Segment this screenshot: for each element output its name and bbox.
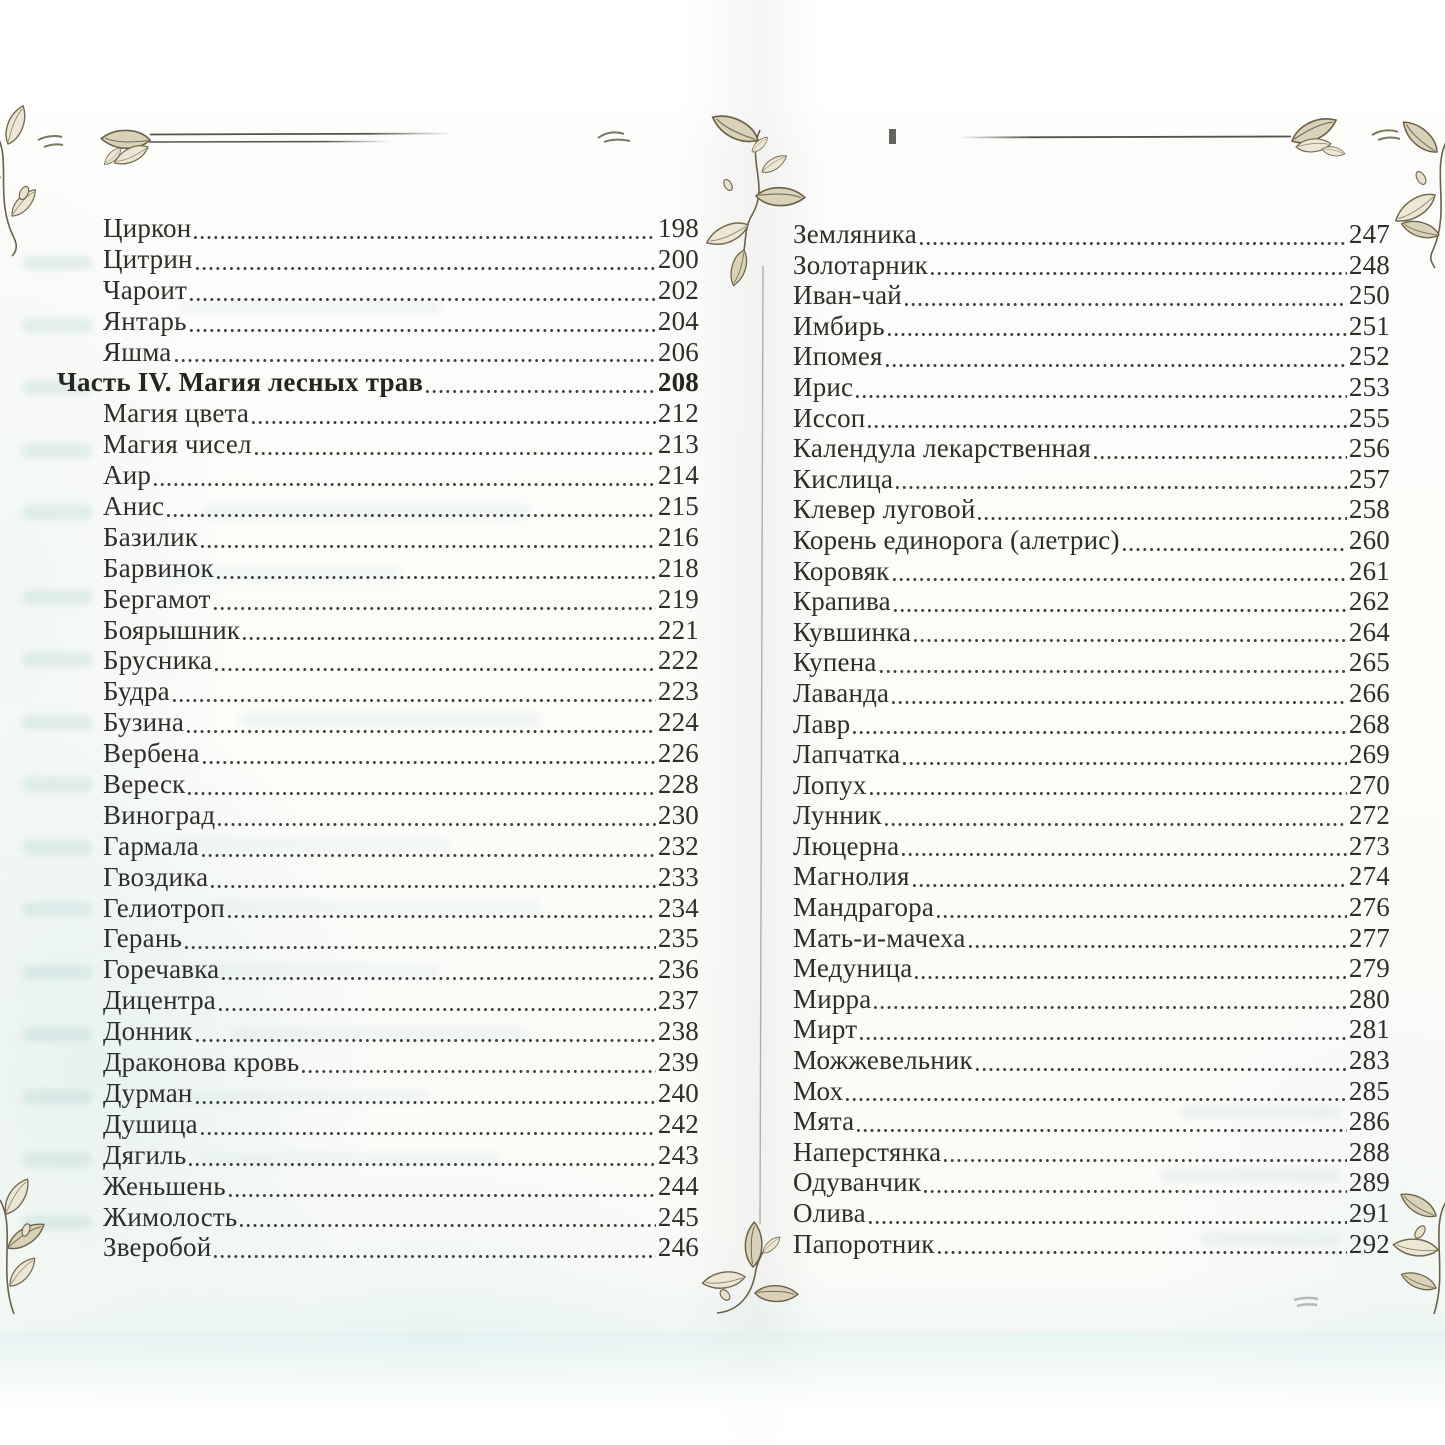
dot-leader (190, 329, 656, 332)
dot-leader (173, 699, 656, 702)
toc-entry (793, 678, 1390, 709)
toc-entry (793, 250, 1390, 281)
toc-entry-page-number: 232 (657, 830, 699, 861)
toc-entry (57, 769, 699, 800)
dot-leader (217, 576, 656, 579)
toc-entry (57, 1109, 699, 1140)
scan-mark (889, 129, 896, 144)
toc-entry (793, 709, 1390, 740)
toc-entry (57, 213, 699, 244)
toc-entry-page-number: 239 (657, 1047, 699, 1078)
dot-leader (969, 945, 1347, 948)
toc-entry-title: Барвинок (103, 552, 214, 583)
toc-entry-page-number: 269 (1348, 739, 1390, 770)
toc-entry (793, 219, 1390, 250)
toc-entry-title: Душица (103, 1108, 198, 1139)
toc-entry-page-number: 222 (657, 645, 699, 676)
toc-entry (793, 861, 1390, 892)
toc-entry-page-number: 279 (1348, 953, 1390, 984)
toc-entry-title: Анис (103, 491, 165, 522)
toc-entry-title: Ирис (793, 371, 854, 402)
toc-entry (57, 553, 699, 584)
toc-entry-title: Вербена (103, 738, 200, 769)
toc-entry (793, 1229, 1390, 1260)
toc-entry-page-number: 242 (657, 1108, 699, 1139)
toc-entry (793, 433, 1390, 464)
toc-entry (793, 923, 1390, 954)
leaf-branch-bottom-right-icon (1392, 1185, 1445, 1314)
toc-entry-title: Клевер луговой (793, 494, 976, 525)
dot-leader (211, 885, 656, 888)
dot-leader (874, 1006, 1346, 1009)
toc-entry (57, 676, 699, 707)
toc-entry (793, 556, 1390, 587)
dot-leader (201, 545, 656, 548)
toc-entry-title: Можжевельник (793, 1045, 973, 1076)
toc-entry (793, 739, 1390, 770)
toc-entry-title: Кислица (793, 463, 894, 494)
dot-leader (196, 1039, 656, 1042)
toc-entry-page-number: 238 (657, 1016, 699, 1047)
toc-entry-page-number: 246 (657, 1232, 699, 1263)
toc-entry-page-number: 288 (1348, 1136, 1390, 1167)
toc-entry-title: Медуница (793, 953, 913, 984)
toc-entry (793, 403, 1390, 434)
toc-entry (793, 770, 1390, 801)
toc-entry (793, 494, 1390, 525)
dot-leader (937, 915, 1347, 918)
toc-entry-page-number: 265 (1348, 647, 1390, 678)
toc-entry (793, 647, 1390, 678)
dot-leader (886, 364, 1347, 367)
toc-entry (57, 707, 699, 738)
toc-entry-title: Гармала (103, 830, 199, 861)
toc-entry (57, 645, 699, 676)
toc-entry-title: Циркон (103, 213, 192, 243)
toc-entry-page-number: 273 (1348, 830, 1390, 861)
toc-entry-title: Кувшинка (793, 616, 912, 647)
dot-leader (924, 1190, 1347, 1193)
dot-leader (892, 701, 1347, 704)
toc-entry (57, 1202, 699, 1233)
toc-entry (793, 617, 1390, 648)
dot-leader (190, 298, 656, 301)
dot-leader (175, 359, 656, 362)
toc-entry-page-number: 270 (1348, 769, 1390, 800)
toc-entry-title: Мирра (793, 983, 872, 1014)
toc-entry-title: Магия цвета (103, 398, 250, 429)
dot-leader (893, 578, 1347, 581)
dot-leader (426, 390, 656, 393)
toc-entry-page-number: 280 (1348, 983, 1390, 1014)
toc-entry-title: Мирт (793, 1014, 858, 1045)
toc-entry (793, 800, 1390, 831)
toc-entry-title: Лавр (793, 708, 851, 739)
toc-entry-page-number: 258 (1348, 494, 1390, 525)
toc-entry-title: Чароит (103, 274, 187, 305)
toc-entry-page-number: 289 (1348, 1167, 1390, 1198)
toc-entry-title: Боярышник (103, 614, 241, 645)
toc-entry (57, 985, 699, 1016)
dot-leader (218, 823, 656, 826)
toc-entry (57, 893, 699, 924)
dot-leader (920, 242, 1347, 245)
leaf-branch-top-right-icon (1391, 114, 1445, 268)
toc-entry-page-number: 243 (657, 1139, 699, 1170)
dot-leader (222, 977, 656, 980)
dot-leader (885, 823, 1347, 826)
toc-entry-page-number: 245 (657, 1201, 699, 1232)
toc-entry-title: Женьшень (103, 1170, 226, 1201)
page-bottom-edge (0, 1332, 1445, 1445)
toc-entry-title: Цитрин (103, 243, 193, 274)
leaf-cluster-rule-right-icon (958, 116, 1346, 160)
toc-entry-page-number: 292 (1348, 1228, 1390, 1259)
toc-entry-title: Ипомея (793, 341, 883, 372)
toc-entry-page-number: 218 (657, 552, 699, 583)
toc-entry (793, 464, 1390, 495)
toc-entry (57, 244, 699, 275)
toc-entry-title: Янтарь (103, 305, 187, 336)
toc-entry-title: Вереск (103, 769, 186, 800)
toc-entry (793, 831, 1390, 862)
toc-entry (57, 1232, 699, 1263)
toc-entry-page-number: 276 (1348, 892, 1390, 923)
toc-entry (793, 984, 1390, 1015)
toc-entry (57, 800, 699, 831)
toc-entry (57, 923, 699, 954)
toc-entry (793, 892, 1390, 923)
dot-leader (196, 267, 656, 270)
toc-entry-title: Магия чисел (103, 429, 252, 460)
dot-leader (894, 609, 1347, 612)
leaf-dash-right-page-icon (1372, 130, 1400, 140)
dot-leader (856, 395, 1347, 398)
leaf-branch-bottom-left-icon (0, 1177, 49, 1314)
toc-entry-title: Имбирь (793, 310, 885, 341)
toc-entry-page-number: 262 (1348, 586, 1390, 617)
dot-leader (869, 1221, 1347, 1224)
dot-leader (1123, 548, 1347, 551)
toc-entry-page-number: 214 (657, 460, 699, 491)
dot-leader (229, 1194, 656, 1197)
toc-entry (57, 584, 699, 615)
toc-right-page (793, 219, 1390, 1259)
toc-entry-page-number: 286 (1348, 1106, 1390, 1137)
toc-entry-page-number: 268 (1348, 708, 1390, 739)
leaf-branch-top-left-icon (0, 104, 42, 256)
dot-leader (214, 607, 656, 610)
toc-entry-title: Крапива (793, 586, 891, 617)
toc-entry-title: Аир (103, 460, 152, 491)
toc-entry-page-number: 244 (657, 1170, 699, 1201)
toc-entry (57, 398, 699, 429)
dot-leader (255, 452, 656, 455)
toc-entry-page-number: 236 (657, 954, 699, 985)
toc-entry-title: Лопух (793, 769, 867, 800)
dot-leader (185, 946, 656, 949)
leaf-vine-gutter-top-icon (704, 105, 806, 287)
toc-entry (57, 1140, 699, 1171)
toc-entry-page-number: 274 (1348, 861, 1390, 892)
dot-leader (857, 1129, 1347, 1132)
toc-entry (57, 460, 699, 491)
dot-leader (938, 1251, 1347, 1254)
toc-entry-title: Бузина (103, 707, 185, 738)
toc-entry-page-number: 248 (1348, 249, 1390, 280)
toc-entry-page-number: 223 (657, 676, 699, 707)
leaf-cluster-rule-left-icon (100, 124, 452, 167)
toc-entry-title: Базилик (103, 521, 199, 552)
toc-entry (57, 1047, 699, 1078)
leaf-dash-left-page-icon (598, 132, 630, 142)
dot-leader (167, 514, 656, 517)
toc-entry-title: Мандрагора (793, 892, 935, 923)
dot-leader (944, 1159, 1347, 1162)
toc-entry (57, 306, 699, 337)
toc-entry-title: Герань (103, 923, 182, 954)
toc-entry-page-number: 291 (1348, 1198, 1390, 1228)
toc-entry-title: Наперстянка (793, 1136, 942, 1167)
toc-entry (57, 337, 699, 368)
toc-entry-title: Зверобой (103, 1232, 212, 1263)
toc-entry-title: Люцерна (793, 830, 900, 861)
toc-entry (793, 311, 1390, 342)
toc-entry-title: Календула лекарственная (793, 433, 1091, 464)
toc-entry-title: Мята (793, 1106, 855, 1137)
toc-entry (793, 1167, 1390, 1198)
toc-entry-page-number: 264 (1348, 616, 1390, 647)
toc-entry-title: Жимолость (103, 1201, 238, 1232)
dot-leader (846, 1098, 1347, 1101)
dot-leader (978, 517, 1346, 520)
toc-entry-title: Лаванда (793, 677, 890, 708)
toc-entry-page-number: 206 (657, 336, 699, 367)
toc-entry-title: Лунник (793, 800, 882, 831)
dot-leader (243, 637, 656, 640)
dot-leader (905, 303, 1347, 306)
toc-entry (793, 586, 1390, 617)
toc-entry-title: Драконова кровь (103, 1047, 300, 1078)
toc-entry-page-number: 283 (1348, 1045, 1390, 1076)
toc-entry-title: Папоротник (793, 1228, 935, 1259)
dot-leader (194, 236, 656, 239)
dot-leader (154, 483, 656, 486)
toc-entry-title: Бергамот (103, 583, 211, 614)
toc-entry-title: Гвоздика (103, 861, 209, 892)
toc-entry-page-number: 235 (657, 923, 699, 954)
toc-entry (57, 1016, 699, 1047)
toc-entry-page-number: 224 (657, 707, 699, 738)
toc-entry-page-number: 272 (1348, 800, 1390, 831)
dot-leader (903, 762, 1347, 765)
toc-entry (57, 491, 699, 522)
dot-leader (870, 792, 1347, 795)
dot-leader (976, 1068, 1347, 1071)
toc-entry-title: Дицентра (103, 985, 216, 1016)
toc-entry-title: Дягиль (103, 1139, 187, 1170)
toc-entry-page-number: 257 (1348, 463, 1390, 494)
dot-leader (252, 421, 656, 424)
toc-entry-title: Донник (103, 1016, 193, 1047)
toc-entry (793, 1198, 1390, 1229)
toc-entry-title: Брусника (103, 645, 213, 676)
toc-entry (793, 953, 1390, 984)
toc-entry-title: Мох (793, 1075, 844, 1106)
toc-entry-page-number: 256 (1348, 433, 1390, 464)
toc-entry (57, 954, 699, 985)
toc-entry-title: Одуванчик (793, 1167, 922, 1198)
toc-entry-page-number: 261 (1348, 555, 1390, 586)
dot-leader (860, 1037, 1347, 1040)
toc-entry-page-number: 200 (657, 243, 699, 274)
toc-entry (57, 1078, 699, 1109)
toc-entry-page-number: 266 (1348, 677, 1390, 708)
toc-entry-title: Часть IV. Магия лесных трав (57, 367, 424, 398)
toc-entry-page-number: 277 (1348, 922, 1390, 953)
toc-entry-page-number: 237 (657, 985, 699, 1016)
dot-leader (196, 1101, 656, 1104)
toc-entry-title: Будра (103, 676, 170, 707)
toc-entry-page-number: 285 (1348, 1075, 1390, 1106)
dot-leader (896, 486, 1347, 489)
toc-entry-title: Дурман (103, 1077, 193, 1108)
toc-entry-page-number: 221 (657, 614, 699, 645)
toc-entry-page-number: 251 (1348, 310, 1390, 341)
toc-entry-title: Мать-и-мачеха (793, 922, 966, 953)
dot-leader (219, 1008, 656, 1011)
dot-leader (189, 1163, 656, 1166)
toc-entry-title: Корень единорога (алетрис) (793, 524, 1120, 555)
dot-leader (187, 730, 656, 733)
toc-entry-page-number: 240 (657, 1077, 699, 1108)
leaf-dash-top-left-icon (38, 136, 63, 147)
toc-entry (793, 1045, 1390, 1076)
dot-leader (902, 853, 1347, 856)
toc-part-header (57, 367, 699, 398)
toc-entry-page-number: 213 (657, 429, 699, 460)
toc-entry-page-number: 219 (657, 583, 699, 614)
toc-entry-title: Яшма (103, 336, 172, 367)
toc-entry-title: Коровяк (793, 555, 890, 586)
toc-entry (57, 862, 699, 893)
toc-entry-page-number: 208 (657, 367, 699, 398)
dot-leader (215, 668, 656, 671)
toc-entry (57, 615, 699, 646)
toc-entry-page-number: 260 (1348, 524, 1390, 555)
toc-entry-page-number: 234 (657, 892, 699, 923)
toc-entry-title: Иссоп (793, 402, 866, 433)
toc-entry-title: Магнолия (793, 861, 910, 892)
dot-leader (853, 731, 1347, 734)
dot-leader (214, 1255, 656, 1258)
toc-entry (793, 341, 1390, 372)
toc-entry (793, 1106, 1390, 1137)
dot-leader (1094, 456, 1347, 459)
dot-leader (228, 915, 656, 918)
toc-entry-page-number: 247 (1348, 219, 1390, 249)
toc-entry-page-number: 226 (657, 738, 699, 769)
toc-entry (57, 522, 699, 553)
toc-entry (57, 738, 699, 769)
toc-entry-title: Иван-чай (793, 280, 902, 311)
toc-entry-page-number: 198 (657, 213, 699, 243)
toc-entry (793, 280, 1390, 311)
toc-entry-title: Лапчатка (793, 739, 901, 770)
dot-leader (914, 639, 1347, 642)
toc-entry-page-number: 212 (657, 398, 699, 429)
toc-entry-title: Олива (793, 1198, 866, 1228)
leaf-sprig-gutter-bottom-icon (702, 1221, 799, 1313)
toc-entry (793, 1076, 1390, 1107)
dot-leader (931, 272, 1347, 275)
dot-leader (880, 670, 1347, 673)
dot-leader (201, 1132, 656, 1135)
toc-entry-page-number: 253 (1348, 371, 1390, 402)
dot-leader (203, 761, 656, 764)
toc-entry (793, 525, 1390, 556)
dot-leader (868, 425, 1346, 428)
toc-entry-title: Гелиотроп (103, 892, 225, 923)
toc-entry-page-number: 202 (657, 274, 699, 305)
toc-entry-page-number: 250 (1348, 280, 1390, 311)
toc-entry-page-number: 204 (657, 305, 699, 336)
toc-entry-title: Виноград (103, 799, 216, 830)
toc-entry-title: Купена (793, 647, 877, 678)
gutter-line (760, 266, 763, 1224)
toc-left-page (57, 213, 699, 1263)
dot-leader (913, 884, 1347, 887)
toc-entry (57, 275, 699, 306)
scan-smudge (1294, 1298, 1318, 1306)
toc-entry (57, 831, 699, 862)
toc-entry (57, 429, 699, 460)
dot-leader (202, 854, 656, 857)
toc-entry-title: Земляника (793, 219, 917, 249)
dot-leader (188, 792, 655, 795)
dot-leader (302, 1070, 655, 1073)
toc-entry (793, 1137, 1390, 1168)
toc-entry-page-number: 281 (1348, 1014, 1390, 1045)
toc-entry-title: Горечавка (103, 954, 220, 985)
dot-leader (915, 976, 1346, 979)
toc-entry-page-number: 215 (657, 491, 699, 522)
toc-entry-page-number: 228 (657, 769, 699, 800)
toc-entry-page-number: 252 (1348, 341, 1390, 372)
toc-entry-page-number: 255 (1348, 402, 1390, 433)
toc-entry-page-number: 230 (657, 799, 699, 830)
toc-entry (793, 1014, 1390, 1045)
toc-entry-title: Золотарник (793, 249, 928, 280)
toc-entry-page-number: 233 (657, 861, 699, 892)
toc-entry (57, 1171, 699, 1202)
dot-leader (888, 333, 1347, 336)
dot-leader (240, 1224, 655, 1227)
toc-entry (793, 372, 1390, 403)
toc-entry-page-number: 216 (657, 521, 699, 552)
